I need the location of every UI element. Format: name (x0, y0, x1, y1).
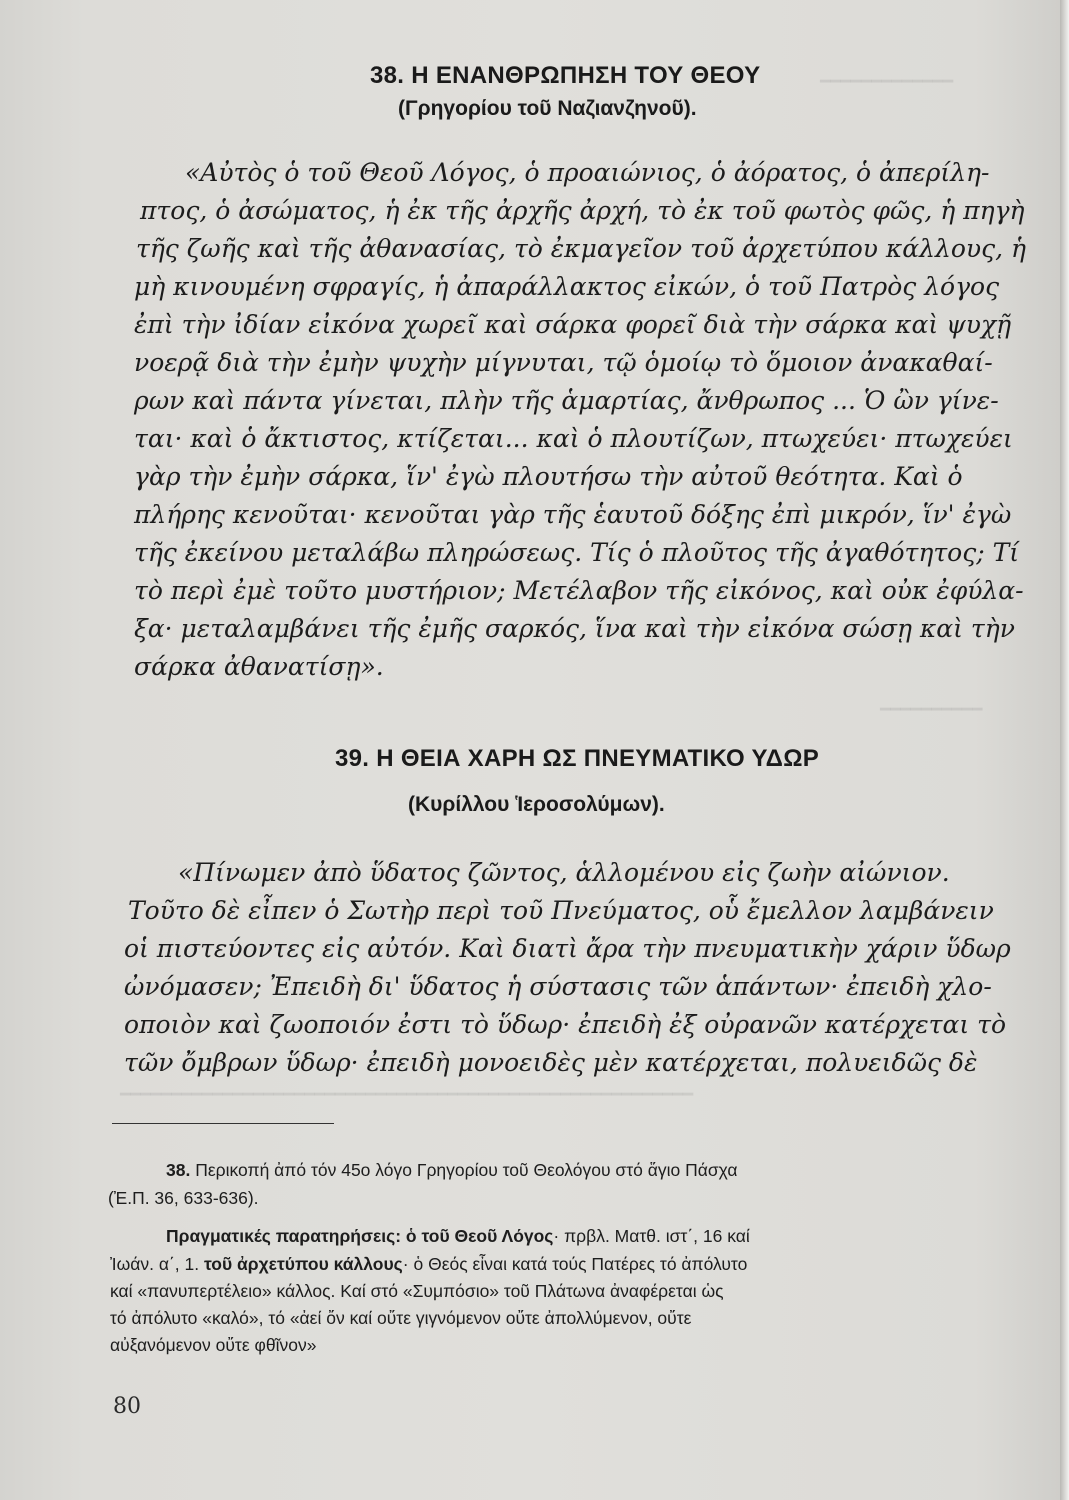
footnote-text: · ὁ Θεός εἶναι κατά τούς Πατέρες τό ἀπόλυτο (402, 1254, 748, 1274)
show-through-text: ━━━━━━━━━━━━━ (820, 72, 954, 92)
show-through-text: ━━━━━━━━━━ (880, 700, 983, 720)
section-38-line: ξα· μεταλαμβάνει τῆς ἐμῆς σαρκός, ἵνα καὶ τὴν εἰκόνα σώσῃ καὶ τὴν (134, 614, 1015, 643)
section-38-line: πτος, ὁ ἀσώματος, ἡ ἐκ τῆς ἀρχῆς ἀρχή, τὸ ἐκ τοῦ φωτὸς φῶς, ἡ πηγὴ (140, 196, 1025, 225)
footnote-line (166, 1160, 737, 1181)
page-number: 80 (113, 1394, 141, 1419)
show-through-text: ━━━━━━━━━━━━━━━━━━━━━━━━━━━━━━━━━━━━━━━━━━━━━━━━━━━━━━━━ (120, 1085, 694, 1105)
footnote-text: τό ἀπόλυτο «καλό», τό «ἀεί ὄν καί οὔτε γιγνόμενον οὔτε ἀπολλύμενον, οὔτε (110, 1308, 692, 1328)
footnote-divider (112, 1123, 334, 1124)
section-38-heading (370, 62, 760, 90)
section-39-line: Τοῦτο δὲ εἶπεν ὁ Σωτὴρ περὶ τοῦ Πνεύματος, οὗ ἔμελλον λαμβάνειν (128, 896, 994, 925)
section-39-line: «Πίνωμεν ἀπὸ ὕδατος ζῶντος, ἁλλομένου εἰς ζωὴν αἰώνιον. (178, 858, 950, 887)
footnote-text: · πρβλ. Ματθ. ιστ΄, 16 καί (553, 1226, 750, 1246)
footnote-text: καί «πανυπερτέλειο» κάλλος. Καί στό «Συμπόσιο» τοῦ Πλάτωνα ἀναφέρεται ὡς (110, 1281, 724, 1301)
footnote-line (108, 1188, 259, 1209)
footnote-line (110, 1281, 724, 1302)
footnote-text: Περικοπή ἀπό τόν 45ο λόγο Γρηγορίου τοῦ Θεολόγου στό ἅγιο Πάσχα (190, 1160, 738, 1180)
section-38-title: Η ΕΝΑΝΘΡΩΠΗΣΗ ΤΟΥ ΘΕΟΥ (411, 62, 761, 89)
section-38-line: ται· καὶ ὁ ἄκτιστος, κτίζεται... καὶ ὁ πλουτίζων, πτωχεύει· πτωχεύει (134, 424, 1013, 453)
section-38-line: μὴ κινουμένη σφραγίς, ἡ ἀπαράλλακτος εἰκών, ὁ τοῦ Πατρὸς λόγος (134, 272, 1000, 301)
section-38-line: γὰρ τὴν ἐμὴν σάρκα, ἵν' ἐγὼ πλουτήσω τὴν αὐτοῦ θεότητα. Καὶ ὁ (134, 462, 963, 491)
footnote-line (110, 1335, 316, 1356)
section-38-line: πλήρης κενοῦται· κενοῦται γὰρ τῆς ἑαυτοῦ δόξης ἐπὶ μικρόν, ἵν' ἐγὼ (134, 500, 1012, 529)
footnote-line (110, 1308, 691, 1329)
footnote-text: (Ἐ.Π. 36, 633-636). (108, 1188, 259, 1208)
footnote-text: Ἰωάν. α΄, 1. (110, 1254, 204, 1274)
section-39-line: τῶν ὄμβρων ὕδωρ· ἐπειδὴ μονοειδὲς μὲν κατέρχεται, πολυειδῶς δὲ (124, 1048, 978, 1077)
footnote-term: Πραγματικές παρατηρήσεις: ὁ τοῦ Θεοῦ Λόγος (166, 1226, 554, 1246)
section-38-line: νοερᾷ διὰ τὴν ἐμὴν ψυχὴν μίγνυται, τῷ ὁμοίῳ τὸ ὅμοιον ἀνακαθαί- (134, 348, 993, 377)
page-edge (1060, 0, 1069, 1500)
section-38-line: «Αὐτὸς ὁ τοῦ Θεοῦ Λόγος, ὁ προαιώνιος, ὁ ἀόρατος, ὁ ἀπερίλη- (185, 158, 990, 187)
footnote-line (166, 1226, 750, 1247)
section-39-line: οἱ πιστεύοντες εἰς αὐτόν. Καὶ διατὶ ἄρα τὴν πνευματικὴν χάριν ὕδωρ (124, 934, 1011, 963)
section-38-line: τὸ περὶ ἐμὲ τοῦτο μυστήριον; Μετέλαβον τῆς εἰκόνος, καὶ οὐκ ἐφύλα- (134, 576, 1024, 605)
section-39-title: Η ΘΕΙΑ ΧΑΡΗ ΩΣ ΠΝΕΥΜΑΤΙΚΟ ΥΔΩΡ (376, 745, 820, 772)
footnote-text: αὐξανόμενον οὔτε φθῖνον» (110, 1335, 317, 1355)
section-38-line: σάρκα ἀθανατίσῃ». (134, 652, 384, 681)
section-39-line: οποιὸν καὶ ζωοποιόν ἐστι τὸ ὕδωρ· ἐπειδὴ ἐξ οὐρανῶν κατέρχεται τὸ (124, 1010, 1006, 1039)
section-39-line: ὠνόμασεν; Ἐπειδὴ δι' ὕδατος ἡ σύστασις τῶν ἁπάντων· ἐπειδὴ χλο- (124, 972, 992, 1001)
footnote-ref: 38. (166, 1160, 191, 1180)
section-38-line: τῆς ἐκείνου μεταλάβω πληρώσεως. Τίς ὁ πλοῦτος τῆς ἀγαθότητος; Τί (134, 538, 1020, 567)
section-38-subtitle: (Γρηγορίου τοῦ Ναζιανζηνοῦ). (398, 97, 697, 120)
section-39-subtitle: (Κυρίλλου Ἱεροσολύμων). (408, 793, 665, 816)
section-39-number: 39. (335, 745, 370, 772)
section-38-number: 38. (370, 62, 405, 89)
footnote-term: τοῦ ἀρχετύπου κάλλους (203, 1254, 403, 1274)
section-38-line: ἐπὶ τὴν ἰδίαν εἰκόνα χωρεῖ καὶ σάρκα φορεῖ διὰ τὴν σάρκα καὶ ψυχῇ (134, 310, 1012, 339)
section-39-heading (335, 745, 819, 773)
section-38-line: τῆς ζωῆς καὶ τῆς ἀθανασίας, τὸ ἐκμαγεῖον τοῦ ἀρχετύπου κάλλους, ἡ (136, 234, 1026, 263)
section-38-line: ρων καὶ πάντα γίνεται, πλὴν τῆς ἁμαρτίας, ἄνθρωπος ... Ὁ ὢν γίνε- (134, 386, 999, 415)
footnote-line (110, 1254, 747, 1275)
